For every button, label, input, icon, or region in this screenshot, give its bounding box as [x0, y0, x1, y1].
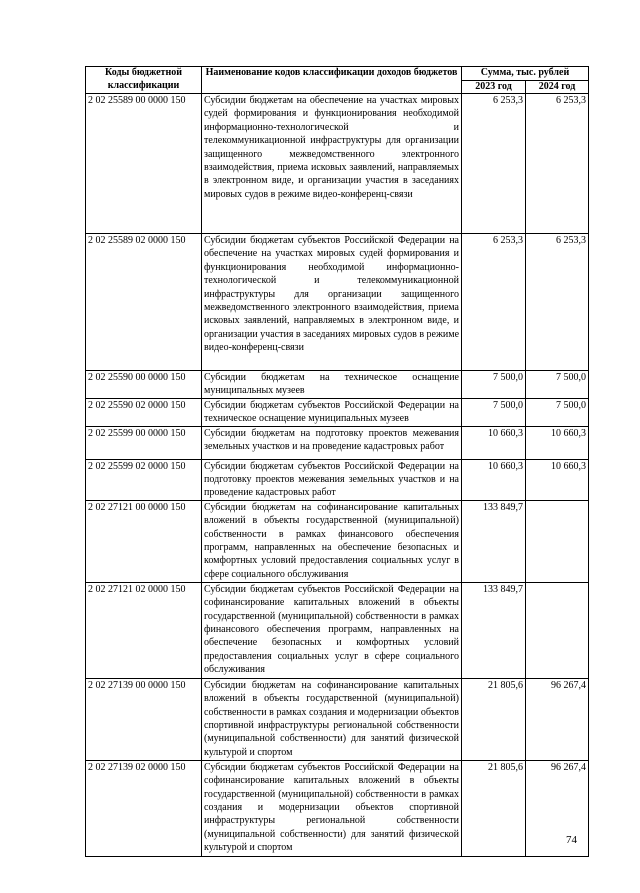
page-number: 74	[566, 834, 577, 846]
amount-2024	[526, 500, 589, 582]
income-name: Субсидии бюджетам на софинансирование капитальных вложений в объекты государственной (муниципальной) собственности в рамках финансового обеспечения программ, направленных на обеспечение безопасных и комфортных условий предоставления социальных услуг в сфере социального обслуживания	[202, 500, 462, 582]
income-name: Субсидии бюджетам на софинансирование капитальных вложений в объекты государственной (муниципальной) собственности в рамках создания и модернизации объектов спортивной инфраструктуры региональной собственности (муниципальной собственности) для занятий физической культурой и спортом	[202, 678, 462, 760]
income-name: Субсидии бюджетам субъектов Российской Федерации на обеспечение на участках мировых судей формирования и функционирования необходимой информационно-технологической и телекоммуникационной инфраструктуры для организации защищенного межведомственного электронного взаимодействия, приема исковых заявлений, направляемых в электронном виде, и организации участия в заседаниях мировых судов в режиме видео-конференц-связи	[202, 234, 462, 371]
table-row	[86, 426, 589, 459]
income-name: Субсидии бюджетам субъектов Российской Федерации на подготовку проектов межевания земельных участков и на проведение кадастровых работ	[202, 459, 462, 500]
amount-2023: 21 805,6	[462, 760, 526, 856]
amount-2023: 7 500,0	[462, 398, 526, 426]
amount-2024: 96 267,4	[526, 678, 589, 760]
table-row	[86, 582, 589, 678]
budget-income-table	[85, 66, 589, 857]
income-name: Субсидии бюджетам на обеспечение на участках мировых судей формирования и функционирования необходимой информационно-технологической и телекоммуникационной инфраструктуры для организации защищенного межведомственного электронного взаимодействия, приема исковых заявлений, направляемых в электронном виде, и организации участия в заседаниях мировых судов в режиме видео-конференц-связи	[202, 94, 462, 234]
amount-2023: 21 805,6	[462, 678, 526, 760]
table-row	[86, 459, 589, 500]
amount-2023: 133 849,7	[462, 582, 526, 678]
amount-2024: 7 500,0	[526, 371, 589, 399]
header-sum: Сумма, тыс. рублей	[462, 67, 589, 81]
table-row	[86, 94, 589, 234]
header-codes: Коды бюджетной классификации	[86, 67, 202, 94]
budget-code: 2 02 25589 00 0000 150	[86, 94, 202, 234]
budget-code: 2 02 27139 02 0000 150	[86, 760, 202, 856]
table-body	[86, 94, 589, 857]
amount-2024: 6 253,3	[526, 234, 589, 371]
income-name: Субсидии бюджетам субъектов Российской Федерации на софинансирование капитальных вложений в объекты государственной (муниципальной) собственности в рамках создания и модернизации объектов спортивной инфраструктуры региональной собственности (муниципальной собственности) для занятий физической культурой и спортом	[202, 760, 462, 856]
amount-2024: 96 267,4	[526, 760, 589, 856]
budget-code: 2 02 25590 00 0000 150	[86, 371, 202, 399]
amount-2023: 6 253,3	[462, 94, 526, 234]
amount-2024: 10 660,3	[526, 459, 589, 500]
amount-2023: 10 660,3	[462, 459, 526, 500]
amount-2024: 6 253,3	[526, 94, 589, 234]
amount-2023: 133 849,7	[462, 500, 526, 582]
budget-code: 2 02 27139 00 0000 150	[86, 678, 202, 760]
table-row	[86, 234, 589, 371]
budget-code: 2 02 25599 00 0000 150	[86, 426, 202, 459]
header-names: Наименование кодов классификации доходов бюджетов	[202, 67, 462, 94]
amount-2024: 10 660,3	[526, 426, 589, 459]
budget-code: 2 02 27121 02 0000 150	[86, 582, 202, 678]
amount-2024	[526, 582, 589, 678]
table-header	[86, 67, 589, 94]
amount-2024: 7 500,0	[526, 398, 589, 426]
budget-code: 2 02 25589 02 0000 150	[86, 234, 202, 371]
header-year-2024: 2024 год	[526, 80, 589, 94]
table-row	[86, 678, 589, 760]
table-row	[86, 500, 589, 582]
income-name: Субсидии бюджетам субъектов Российской Федерации на софинансирование капитальных вложений в объекты государственной (муниципальной) собственности в рамках финансового обеспечения программ, направленных на обеспечение безопасных и комфортных условий предоставления социальных услуг в сфере социального обслуживания	[202, 582, 462, 678]
income-name: Субсидии бюджетам на подготовку проектов межевания земельных участков и на проведение кадастровых работ	[202, 426, 462, 459]
amount-2023: 7 500,0	[462, 371, 526, 399]
amount-2023: 6 253,3	[462, 234, 526, 371]
budget-code: 2 02 25599 02 0000 150	[86, 459, 202, 500]
table-row	[86, 371, 589, 399]
budget-code: 2 02 25590 02 0000 150	[86, 398, 202, 426]
income-name: Субсидии бюджетам субъектов Российской Федерации на техническое оснащение муниципальных музеев	[202, 398, 462, 426]
income-name: Субсидии бюджетам на техническое оснащение муниципальных музеев	[202, 371, 462, 399]
header-year-2023: 2023 год	[462, 80, 526, 94]
budget-code: 2 02 27121 00 0000 150	[86, 500, 202, 582]
amount-2023: 10 660,3	[462, 426, 526, 459]
table-row	[86, 760, 589, 856]
table-row	[86, 398, 589, 426]
